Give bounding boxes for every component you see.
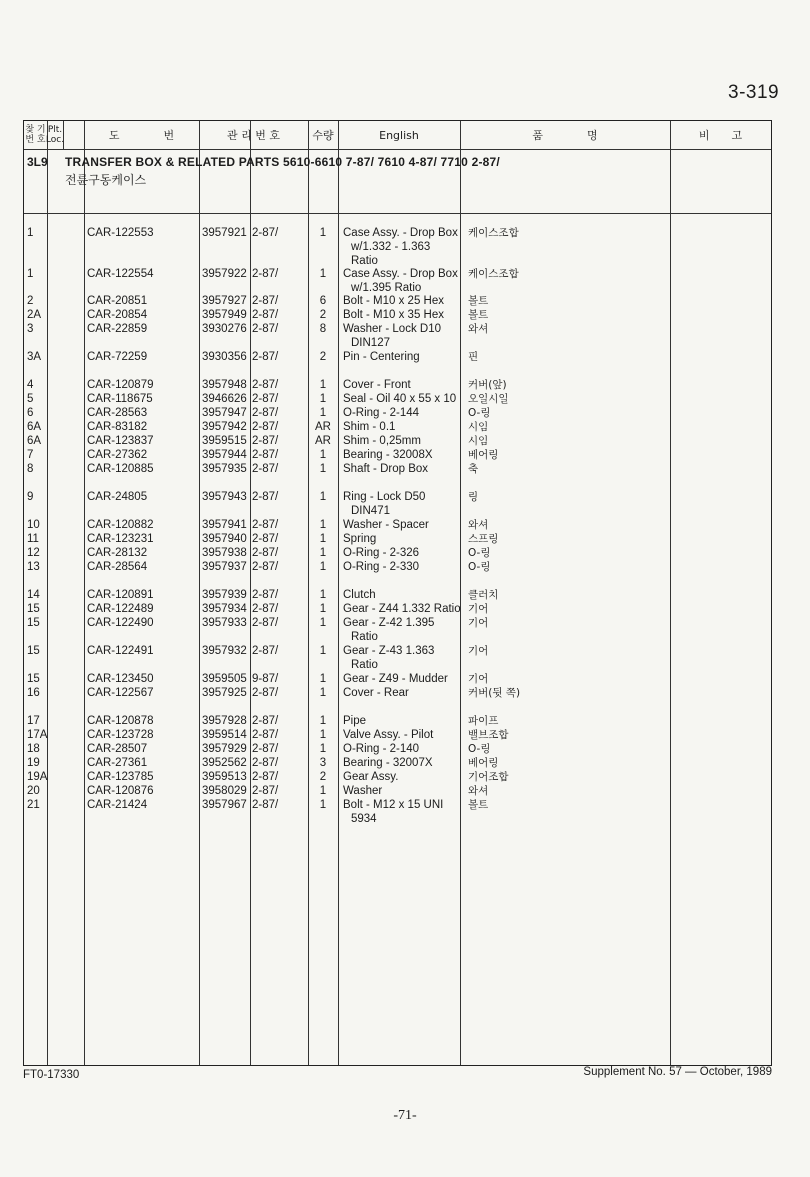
- row-date: 2-87/: [252, 351, 279, 363]
- row-english-description: O-Ring - 2-326: [343, 547, 420, 559]
- row-part-number: CAR-123785: [87, 771, 154, 783]
- row-korean-description: 기어조합: [468, 771, 509, 783]
- row-part-number: CAR-123837: [87, 435, 154, 447]
- header-english: English: [379, 128, 419, 142]
- row-ref-number: 2A: [27, 309, 42, 321]
- row-korean-description: 스프링: [468, 533, 499, 545]
- row-quantity: 1: [319, 617, 327, 629]
- section-code: 3L9: [27, 155, 48, 169]
- row-quantity: 1: [319, 227, 327, 239]
- row-control-number: 3957933: [202, 617, 247, 629]
- row-part-number: CAR-20851: [87, 295, 148, 307]
- row-korean-description: 볼트: [468, 295, 489, 307]
- row-control-number: 3957937: [202, 561, 247, 573]
- row-korean-description: 볼트: [468, 309, 489, 321]
- row-control-number: 3930356: [202, 351, 247, 363]
- row-korean-description: 시임: [468, 421, 489, 433]
- row-ref-number: 8: [27, 463, 34, 475]
- row-control-number: 3957925: [202, 687, 247, 699]
- row-english-description: Gear - Z44 1.332 Ratio: [343, 603, 461, 615]
- row-part-number: CAR-24805: [87, 491, 148, 503]
- header-qty: 수량: [312, 129, 334, 142]
- row-english-description: Gear - Z-43 1.363: [343, 645, 435, 657]
- row-english-description: Ring - Lock D50: [343, 491, 426, 503]
- row-ref-number: 18: [27, 743, 40, 755]
- row-part-number: CAR-20854: [87, 309, 148, 321]
- row-part-number: CAR-72259: [87, 351, 148, 363]
- row-korean-description: O-링: [468, 561, 491, 573]
- row-korean-description: 케이스조합: [468, 268, 519, 280]
- row-part-number: CAR-28132: [87, 547, 148, 559]
- row-part-number: CAR-120876: [87, 785, 154, 797]
- header-remarks: 비 고: [698, 129, 743, 142]
- row-date: 2-87/: [252, 379, 279, 391]
- row-ref-number: 10: [27, 519, 40, 531]
- row-korean-description: 와셔: [468, 323, 489, 335]
- row-english-description: Bolt - M10 x 25 Hex: [343, 295, 444, 307]
- row-part-number: CAR-28564: [87, 561, 148, 573]
- row-date: 2-87/: [252, 323, 279, 335]
- row-date: 2-87/: [252, 463, 279, 475]
- row-ref-number: 20: [27, 785, 40, 797]
- section-title: TRANSFER BOX & RELATED PARTS 5610-6610 7-87/ 7610 4-87/ 7710 2-87/: [65, 155, 500, 169]
- page-number: 3-319: [728, 82, 780, 103]
- row-quantity: 2: [319, 771, 327, 783]
- row-control-number: 3957928: [202, 715, 247, 727]
- row-date: 2-87/: [252, 295, 279, 307]
- row-korean-description: 와셔: [468, 519, 489, 531]
- row-part-number: CAR-120882: [87, 519, 154, 531]
- row-english-description: Washer - Spacer: [343, 519, 429, 531]
- row-control-number: 3959505: [202, 673, 247, 685]
- row-ref-number: 7: [27, 449, 34, 461]
- row-part-number: CAR-122554: [87, 268, 154, 280]
- row-quantity: 1: [319, 407, 327, 419]
- row-control-number: 3952562: [202, 757, 247, 769]
- row-date: 2-87/: [252, 617, 279, 629]
- row-ref-number: 19A: [27, 771, 48, 783]
- row-control-number: 3930276: [202, 323, 247, 335]
- row-date: 2-87/: [252, 589, 279, 601]
- row-date: 2-87/: [252, 491, 279, 503]
- row-ref-number: 15: [27, 645, 40, 657]
- row-quantity: 1: [319, 561, 327, 573]
- row-quantity: 1: [319, 603, 327, 615]
- row-part-number: CAR-83182: [87, 421, 148, 433]
- row-part-number: CAR-22859: [87, 323, 148, 335]
- row-korean-description: 기어: [468, 673, 489, 685]
- row-ref-number: 2: [27, 295, 34, 307]
- row-korean-description: 기어: [468, 603, 489, 615]
- row-date: 2-87/: [252, 743, 279, 755]
- row-english-description: Gear - Z49 - Mudder: [343, 673, 448, 685]
- header-drawing: 도 번: [108, 129, 175, 142]
- row-quantity: 1: [319, 519, 327, 531]
- row-date: 2-87/: [252, 771, 279, 783]
- row-ref-number: 3A: [27, 351, 42, 363]
- row-korean-description: 밸브조합: [468, 729, 509, 741]
- row-korean-description: 링: [468, 491, 479, 503]
- row-date: 9-87/: [252, 673, 279, 685]
- row-ref-number: 1: [27, 268, 34, 280]
- row-control-number: 3946626: [202, 393, 247, 405]
- row-korean-description: 베어링: [468, 757, 499, 769]
- row-ref-number: 17: [27, 715, 40, 727]
- row-english-description: Cover - Rear: [343, 687, 409, 699]
- row-ref-number: 6A: [27, 435, 42, 447]
- row-english-description: O-Ring - 2-144: [343, 407, 420, 419]
- row-korean-description: 핀: [468, 351, 479, 363]
- row-english-description: DIN127: [351, 337, 390, 349]
- row-quantity: 1: [319, 491, 327, 503]
- footer-page: -71-: [393, 1108, 417, 1123]
- row-english-description: Pin - Centering: [343, 351, 420, 363]
- row-part-number: CAR-122489: [87, 603, 154, 615]
- row-ref-number: 6A: [27, 421, 42, 433]
- row-korean-description: 베어링: [468, 449, 499, 461]
- row-part-number: CAR-120879: [87, 379, 154, 391]
- row-control-number: 3957947: [202, 407, 247, 419]
- row-part-number: CAR-120878: [87, 715, 154, 727]
- row-ref-number: 21: [27, 799, 40, 811]
- footer-code: FT0-17330: [23, 1069, 80, 1081]
- row-korean-description: 커버(뒷 쪽): [468, 687, 521, 699]
- row-part-number: CAR-120885: [87, 463, 154, 475]
- row-english-description: Spring: [343, 533, 377, 545]
- row-date: 2-87/: [252, 268, 279, 280]
- row-english-description: Gear Assy.: [343, 771, 399, 783]
- row-english-description: O-Ring - 2-330: [343, 561, 420, 573]
- row-english-description: Case Assy. - Drop Box: [343, 268, 458, 280]
- row-ref-number: 13: [27, 561, 40, 573]
- row-control-number: 3957934: [202, 603, 247, 615]
- row-quantity: AR: [315, 421, 331, 433]
- row-part-number: CAR-123450: [87, 673, 154, 685]
- row-date: 2-87/: [252, 785, 279, 797]
- row-english-description: Shaft - Drop Box: [343, 463, 429, 475]
- row-english-description: Valve Assy. - Pilot: [343, 729, 434, 741]
- row-control-number: 3957935: [202, 463, 247, 475]
- row-control-number: 3959513: [202, 771, 247, 783]
- row-part-number: CAR-27362: [87, 449, 148, 461]
- row-date: 2-87/: [252, 533, 279, 545]
- row-part-number: CAR-123231: [87, 533, 154, 545]
- row-quantity: 8: [319, 323, 327, 335]
- row-quantity: 1: [319, 589, 327, 601]
- row-control-number: 3959514: [202, 729, 247, 741]
- row-control-number: 3957929: [202, 743, 247, 755]
- row-korean-description: 오일시일: [468, 393, 509, 405]
- header-korean: 품 명: [532, 129, 598, 142]
- row-quantity: 1: [319, 645, 327, 657]
- row-control-number: 3957944: [202, 449, 247, 461]
- row-date: 2-87/: [252, 715, 279, 727]
- row-quantity: 1: [319, 379, 327, 391]
- row-control-number: 3957939: [202, 589, 247, 601]
- row-date: 2-87/: [252, 729, 279, 741]
- row-control-number: 3957940: [202, 533, 247, 545]
- row-date: 2-87/: [252, 757, 279, 769]
- row-ref-number: 9: [27, 491, 34, 503]
- row-control-number: 3957922: [202, 268, 247, 280]
- header-control: 관 리 번 호: [227, 129, 280, 142]
- row-english-description: w/1.332 - 1.363: [351, 241, 431, 253]
- row-ref-number: 14: [27, 589, 40, 601]
- row-control-number: 3957948: [202, 379, 247, 391]
- row-english-description: w/1.395 Ratio: [351, 282, 422, 294]
- row-english-description: Shim - 0.1: [343, 421, 396, 433]
- row-korean-description: 시임: [468, 435, 489, 447]
- row-ref-number: 19: [27, 757, 40, 769]
- row-english-description: Shim - 0,25mm: [343, 435, 421, 447]
- row-quantity: 2: [319, 309, 327, 321]
- row-date: 2-87/: [252, 407, 279, 419]
- row-part-number: CAR-120891: [87, 589, 154, 601]
- row-english-description: Bearing - 32008X: [343, 449, 433, 461]
- row-korean-description: O-링: [468, 407, 491, 419]
- row-english-description: Bolt - M12 x 15 UNI: [343, 799, 444, 811]
- row-quantity: 1: [319, 268, 327, 280]
- row-quantity: AR: [315, 435, 331, 447]
- row-quantity: 6: [319, 295, 327, 307]
- row-quantity: 1: [319, 673, 327, 685]
- row-korean-description: 파이프: [468, 715, 499, 727]
- row-ref-number: 17A: [27, 729, 48, 741]
- row-control-number: 3957941: [202, 519, 247, 531]
- row-date: 2-87/: [252, 519, 279, 531]
- row-control-number: 3957967: [202, 799, 247, 811]
- row-quantity: 3: [319, 757, 327, 769]
- row-part-number: CAR-21424: [87, 799, 148, 811]
- row-control-number: 3957921: [202, 227, 247, 239]
- row-quantity: 1: [319, 533, 327, 545]
- row-ref-number: 5: [27, 393, 34, 405]
- row-english-description: Gear - Z-42 1.395: [343, 617, 435, 629]
- row-english-description: Clutch: [343, 589, 376, 601]
- row-english-description: Cover - Front: [343, 379, 411, 391]
- row-control-number: 3957943: [202, 491, 247, 503]
- row-part-number: CAR-123728: [87, 729, 154, 741]
- row-quantity: 1: [319, 729, 327, 741]
- row-ref-number: 15: [27, 603, 40, 615]
- row-date: 2-87/: [252, 547, 279, 559]
- row-quantity: 1: [319, 393, 327, 405]
- row-date: 2-87/: [252, 603, 279, 615]
- parts-table: [23, 120, 772, 1066]
- row-date: 2-87/: [252, 309, 279, 321]
- row-english-description: Seal - Oil 40 x 55 x 10: [343, 393, 457, 405]
- row-date: 2-87/: [252, 799, 279, 811]
- row-quantity: 1: [319, 547, 327, 559]
- row-korean-description: O-링: [468, 743, 491, 755]
- row-date: 2-87/: [252, 421, 279, 433]
- row-date: 2-87/: [252, 435, 279, 447]
- row-part-number: CAR-118675: [87, 393, 153, 405]
- row-korean-description: 클러치: [468, 589, 499, 601]
- row-korean-description: 기어: [468, 617, 489, 629]
- row-english-description: Case Assy. - Drop Box: [343, 227, 458, 239]
- row-ref-number: 6: [27, 407, 34, 419]
- row-korean-description: 커버(앞): [468, 379, 507, 391]
- row-control-number: 3958029: [202, 785, 247, 797]
- row-part-number: CAR-27361: [87, 757, 148, 769]
- row-english-description: O-Ring - 2-140: [343, 743, 420, 755]
- row-quantity: 1: [319, 743, 327, 755]
- row-english-description: Washer - Lock D10: [343, 323, 441, 335]
- row-date: 2-87/: [252, 449, 279, 461]
- row-quantity: 1: [319, 799, 327, 811]
- row-part-number: CAR-28563: [87, 407, 148, 419]
- row-ref-number: 16: [27, 687, 40, 699]
- row-date: 2-87/: [252, 645, 279, 657]
- row-control-number: 3957932: [202, 645, 247, 657]
- row-korean-description: 와셔: [468, 785, 489, 797]
- row-korean-description: 기어: [468, 645, 489, 657]
- row-english-description: Ratio: [351, 631, 378, 643]
- row-ref-number: 4: [27, 379, 34, 391]
- row-korean-description: O-링: [468, 547, 491, 559]
- row-english-description: Ratio: [351, 255, 378, 267]
- row-korean-description: 축: [468, 463, 479, 475]
- footer-supplement: Supplement No. 57 — October, 1989: [583, 1066, 772, 1078]
- row-ref-number: 15: [27, 673, 40, 685]
- row-english-description: 5934: [351, 813, 377, 825]
- row-korean-description: 케이스조합: [468, 227, 519, 239]
- row-english-description: DIN471: [351, 505, 390, 517]
- row-quantity: 1: [319, 449, 327, 461]
- row-quantity: 2: [319, 351, 327, 363]
- row-english-description: Bearing - 32007X: [343, 757, 433, 769]
- row-date: 2-87/: [252, 393, 279, 405]
- row-control-number: 3957927: [202, 295, 247, 307]
- row-control-number: 3957938: [202, 547, 247, 559]
- row-english-description: Bolt - M10 x 35 Hex: [343, 309, 444, 321]
- row-date: 2-87/: [252, 687, 279, 699]
- row-english-description: Washer: [343, 785, 383, 797]
- row-date: 2-87/: [252, 561, 279, 573]
- row-quantity: 1: [319, 715, 327, 727]
- row-part-number: CAR-122553: [87, 227, 154, 239]
- row-korean-description: 볼트: [468, 799, 489, 811]
- row-part-number: CAR-28507: [87, 743, 148, 755]
- row-english-description: Pipe: [343, 715, 367, 727]
- row-ref-number: 15: [27, 617, 40, 629]
- row-control-number: 3957942: [202, 421, 247, 433]
- row-date: 2-87/: [252, 227, 279, 239]
- row-control-number: 3959515: [202, 435, 247, 447]
- row-quantity: 1: [319, 785, 327, 797]
- header-plt: Plt. Loc.: [45, 125, 65, 145]
- row-quantity: 1: [319, 687, 327, 699]
- header-ref: 찾 기 번 호: [25, 125, 46, 145]
- row-control-number: 3957949: [202, 309, 247, 321]
- row-ref-number: 1: [27, 227, 34, 239]
- row-ref-number: 11: [27, 533, 39, 545]
- row-english-description: Ratio: [351, 659, 378, 671]
- row-part-number: CAR-122491: [87, 645, 154, 657]
- section-subtitle: 전륜구동케이스: [65, 173, 147, 187]
- row-ref-number: 12: [27, 547, 40, 559]
- row-part-number: CAR-122490: [87, 617, 154, 629]
- row-part-number: CAR-122567: [87, 687, 154, 699]
- row-quantity: 1: [319, 463, 327, 475]
- row-ref-number: 3: [27, 323, 34, 335]
